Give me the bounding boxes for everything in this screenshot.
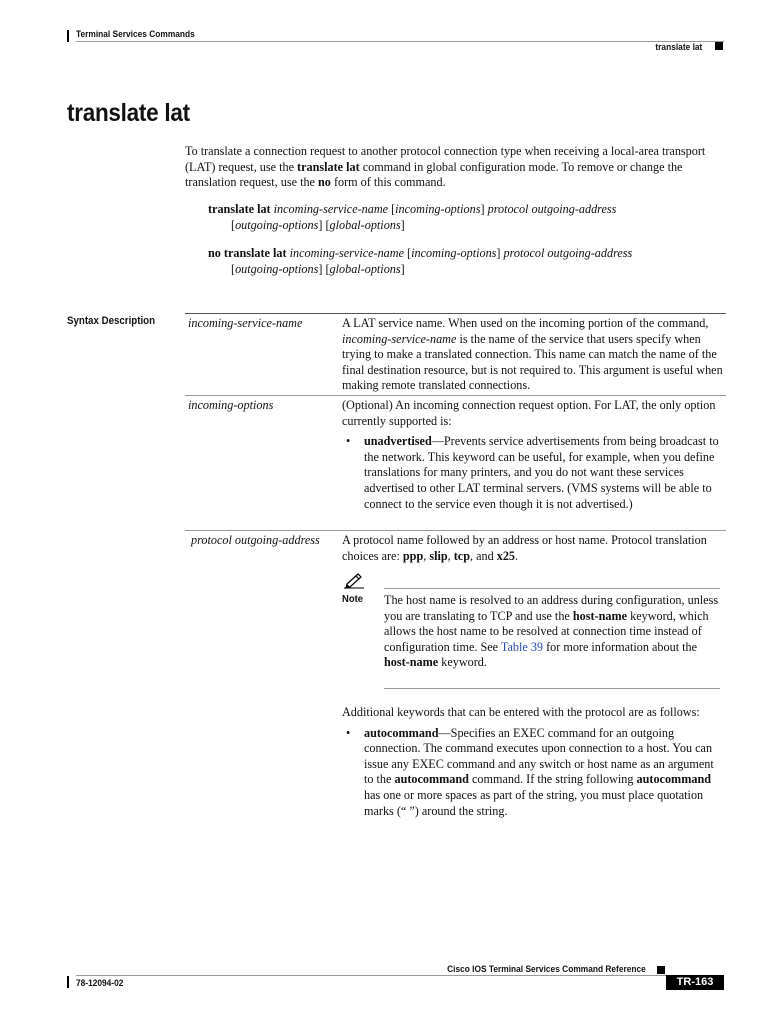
syntax-arg: protocol outgoing-address (487, 202, 617, 216)
header-command: translate lat (655, 42, 702, 53)
header-marker (715, 42, 723, 50)
desc-text: is the name of the service that users specify when trying to make a translated connection. This name can match the name of the final destination resource, but is not required to. This argument is useful when making remote translated connections. (342, 331, 723, 393)
desc-text: , (423, 548, 430, 563)
footer-bar (67, 976, 69, 988)
syntax-keyword: no translate lat (208, 246, 287, 260)
list-item (342, 434, 726, 512)
syntax-arg: incoming-service-name (289, 246, 404, 260)
note-text (384, 593, 722, 671)
note-keyword: host-name (384, 655, 439, 670)
desc-arg: incoming-service-name (342, 331, 457, 346)
desc-incoming-service-name (342, 316, 726, 394)
bullet-keyword: unadvertised (364, 434, 432, 449)
note-label: Note (342, 593, 364, 605)
note-text-part: The host name is resolved to an address during configuration, unless you are translating to TCP and use the (384, 593, 719, 623)
footer-doc-number: 78-12094-02 (76, 978, 124, 989)
desc-text: (Optional) An incoming connection request option. For LAT, the only option currently supported is: (342, 398, 716, 428)
row-rule (185, 530, 726, 531)
page-number-badge: TR-163 (666, 975, 724, 990)
bullet-text: has one or more spaces as part of the string, you must place quotation marks (“ ”) around the string. (364, 787, 704, 818)
intro-paragraph (185, 144, 725, 191)
desc-keyword: ppp (402, 548, 424, 563)
note-keyword: host-name (572, 608, 628, 623)
desc-protocol-outgoing-address (342, 533, 726, 564)
bullet-text: —Specifies an EXEC command for an outgoing connection. The command executes upon connection to a host. You can issue any EXEC command and any switch or host name as an argument to the (364, 725, 714, 787)
syntax-arg: outgoing-options (235, 217, 319, 232)
arg-incoming-options: incoming-options (188, 398, 274, 412)
desc-keyword: tcp (453, 548, 470, 563)
note-top-rule (384, 588, 720, 589)
desc-text: . (515, 548, 519, 563)
note-text-part: keyword. (438, 655, 487, 670)
row-rule (185, 395, 726, 396)
syntax-arg: outgoing-options (235, 261, 319, 276)
note-bottom-rule (384, 688, 720, 689)
desc-keyword: x25 (496, 548, 516, 563)
bullet-text: command. If the string following (468, 772, 637, 787)
syntax-arg: incoming-options (411, 246, 497, 260)
desc-text: , (447, 548, 454, 563)
note-text-part: for more information about the (543, 639, 698, 654)
header-bar (67, 30, 69, 42)
intro-text: To translate a connection request to another protocol connection type when receiving a local-area transport (LAT) request, use the (185, 144, 706, 174)
desc-text: , and (469, 548, 497, 563)
footer-rule (76, 975, 724, 976)
syntax-arg: global-options (329, 217, 401, 232)
syntax-line-translate: translate lat incoming-service-name [incoming-options] protocol outgoing-address [outgoing-options] [global-options] (208, 202, 617, 232)
list-item (342, 726, 726, 820)
additional-text: Additional keywords that can be entered with the protocol are as follows: (342, 705, 700, 719)
syntax-line-no-translate: no translate lat incoming-service-name [incoming-options] protocol outgoing-address [outgoing-options] [global-options] (208, 246, 633, 276)
syntax-description-label: Syntax Description (67, 315, 156, 327)
pencil-note-icon (343, 571, 365, 589)
arg-incoming-service-name: incoming-service-name (188, 316, 303, 330)
bullet-keyword: autocommand (636, 772, 711, 787)
desc-text: A LAT service name. When used on the incoming portion of the command, (342, 316, 709, 330)
bullet-text: —Prevents service advertisements from being broadcast to the network. This keyword can be useful, for example, when you define translations for many printers, and you do not want these services advertised to other LAT terminal servers. (VMS systems will be able to connect to the service even though it is not advertised.) (364, 434, 719, 511)
syntax-arg: incoming-service-name (273, 202, 389, 216)
footer-marker (657, 966, 665, 974)
desc-incoming-options (342, 398, 726, 512)
desc-text: A protocol name followed by an address or host name. Protocol translation choices are: (342, 533, 707, 563)
intro-keyword: no (318, 175, 331, 190)
intro-keyword: translate lat (297, 159, 360, 174)
syntax-keyword: translate lat (208, 202, 271, 216)
arg-protocol-outgoing-address: protocol outgoing-address (191, 533, 320, 547)
bullet-keyword: autocommand (364, 725, 439, 740)
table-top-rule (185, 313, 726, 314)
bullet-keyword: autocommand (394, 772, 469, 787)
header-rule (76, 41, 724, 42)
table-39-link[interactable]: Table 39 (500, 639, 544, 654)
additional-keywords (342, 705, 726, 819)
header-section: Terminal Services Commands (76, 29, 195, 40)
syntax-arg: global-options (329, 261, 401, 276)
note-text-part: keyword, which allows the host name to be resolved at connection time instead of configuration time. See (384, 608, 709, 654)
page-title: translate lat (67, 99, 190, 127)
syntax-arg: protocol outgoing-address (503, 246, 633, 260)
footer-book-title: Cisco IOS Terminal Services Command Reference (447, 964, 646, 975)
syntax-arg: incoming-options (395, 202, 481, 216)
intro-text: command in global configuration mode. To remove or change the translation request, use the (185, 159, 683, 190)
intro-text: form of this command. (330, 175, 446, 190)
desc-keyword: slip (429, 548, 448, 563)
